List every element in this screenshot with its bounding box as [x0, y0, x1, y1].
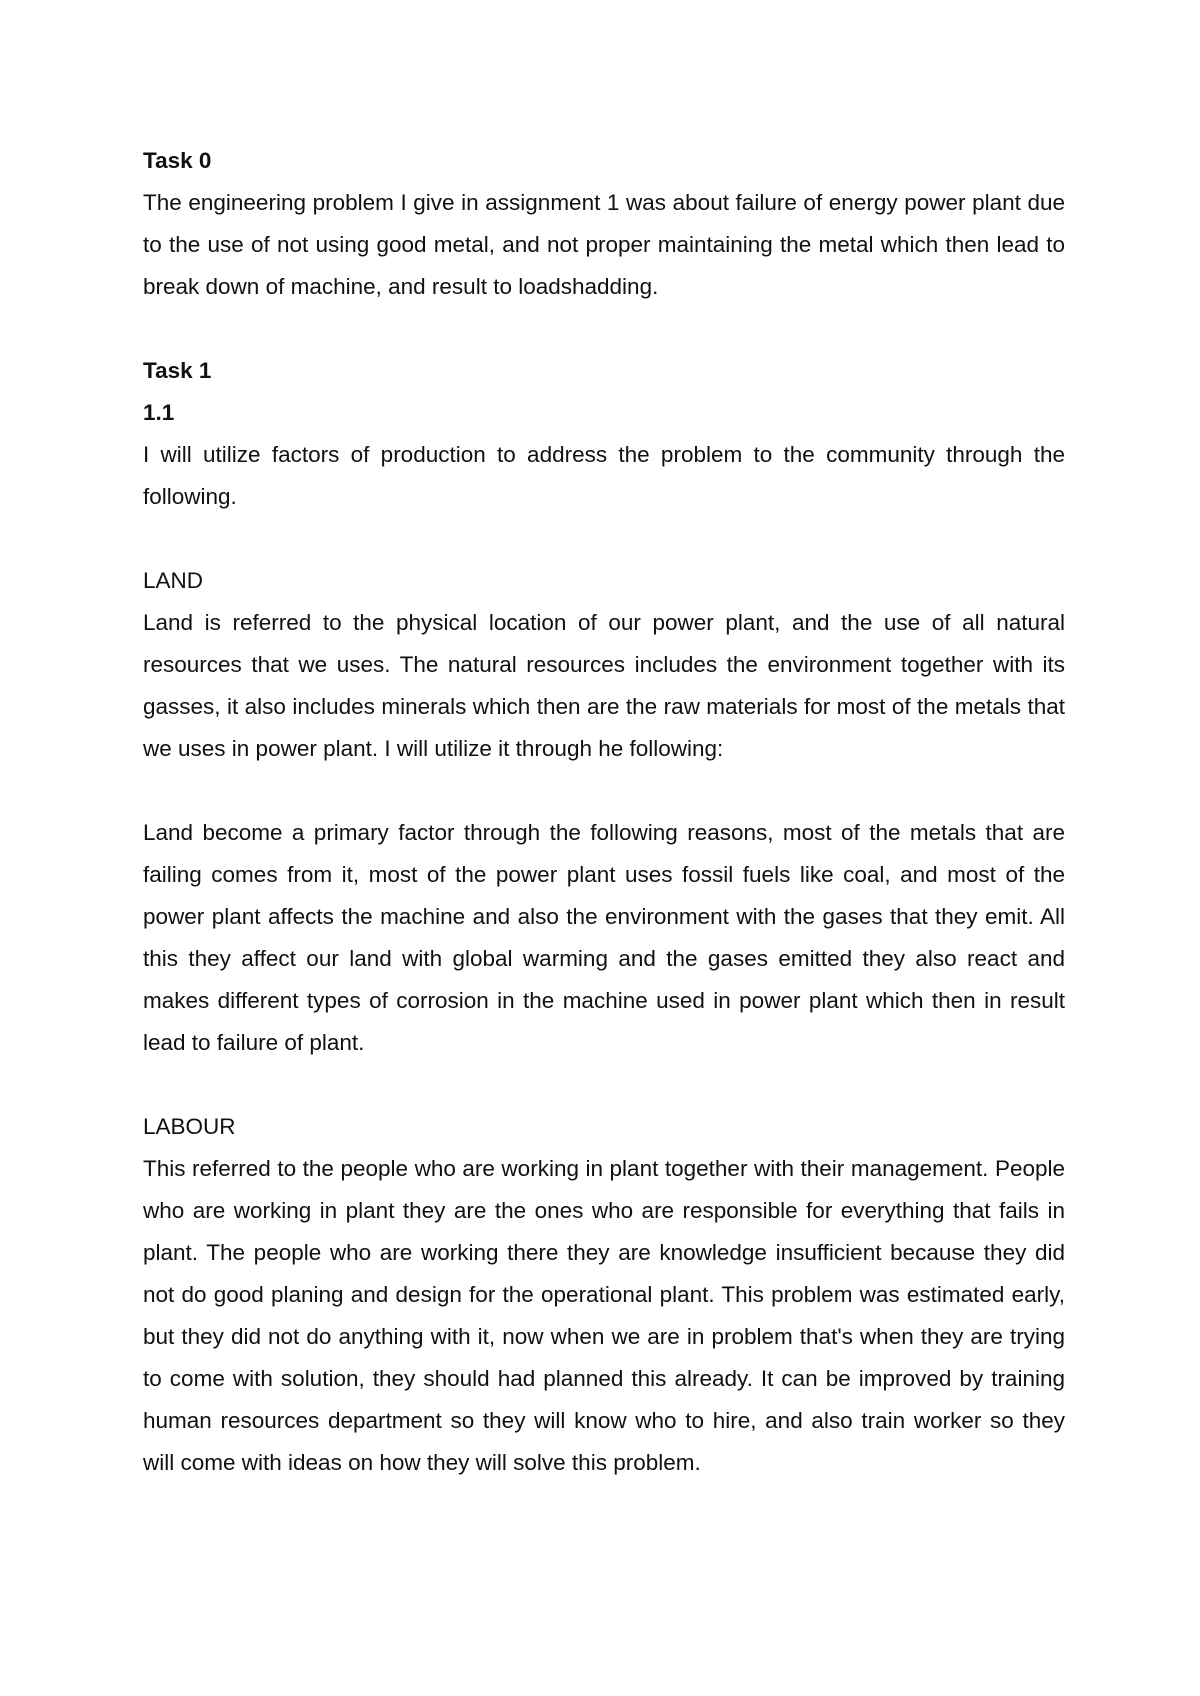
spacer — [143, 1064, 1065, 1106]
land-paragraph-2: Land become a primary factor through the following reasons, most of the metals that are failing comes from it, most of the power plant uses fossil fuels like coal, and most of the power plant affects the machine and also the environment with the gases that they emit. All this they affect our land with global warming and the gases emitted they also react and makes different types of corrosion in the machine used in power plant which then in result lead to failure of plant. — [143, 820, 1065, 1055]
task0-heading: Task 0 — [143, 148, 212, 173]
spacer — [143, 770, 1065, 812]
land-heading: LAND — [143, 568, 204, 593]
task1-subheading: 1.1 — [143, 400, 175, 425]
spacer — [143, 308, 1065, 350]
land-paragraph-1: Land is referred to the physical location of our power plant, and the use of all natural resources that we uses. The natural resources includes the environment together with its gasses, it also includes minerals which then are the raw materials for most of the metals that we uses in power plant. I will utilize it through he following: — [143, 610, 1065, 761]
spacer — [143, 518, 1065, 560]
task1-heading: Task 1 — [143, 358, 212, 383]
task1-intro-paragraph: I will utilize factors of production to address the problem to the community through the following. — [143, 442, 1065, 509]
document-page — [143, 140, 1065, 1484]
labour-paragraph: This referred to the people who are working in plant together with their management. People who are working in plant they are the ones who are responsible for everything that fails in plant. The people who are working there they are knowledge insufficient because they did not do good planing and design for the operational plant. This problem was estimated early, but they did not do anything with it, now when we are in problem that's when they are trying to come with solution, they should had planned this already. It can be improved by training human resources department so they will know who to hire, and also train worker so they will come with ideas on how they will solve this problem. — [143, 1156, 1065, 1475]
task0-paragraph: The engineering problem I give in assignment 1 was about failure of energy power plant due to the use of not using good metal, and not proper maintaining the metal which then lead to break down of machine, and result to loadshadding. — [143, 190, 1065, 299]
labour-heading: LABOUR — [143, 1114, 236, 1139]
